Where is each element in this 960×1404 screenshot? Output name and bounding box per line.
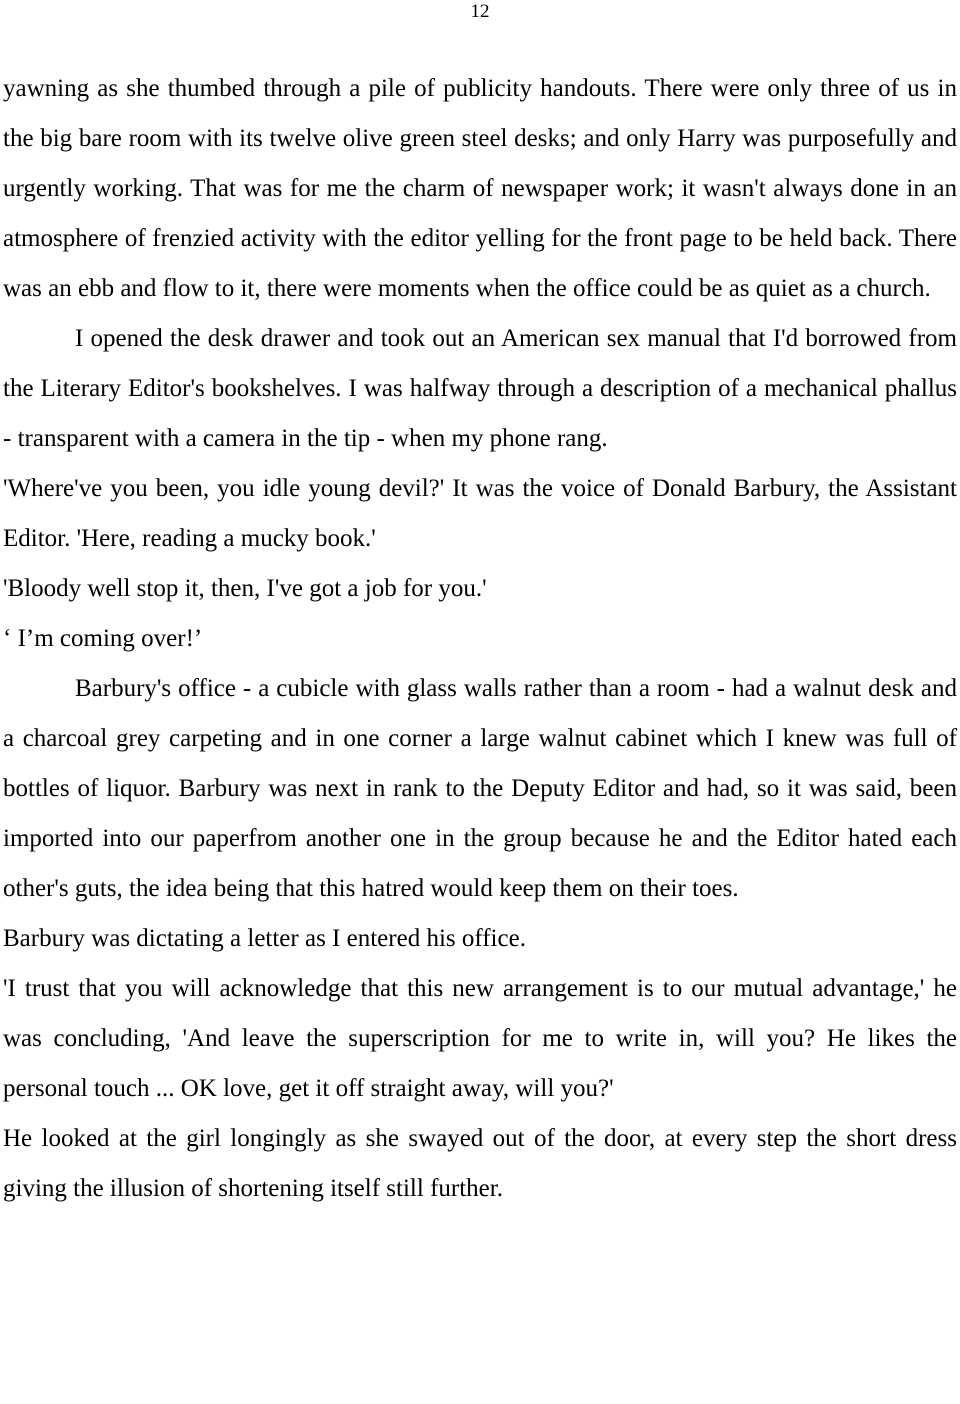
paragraph-8: 'I trust that you will acknowledge that this new arrangement is to our mutual advantage,' he was concluding, 'And leave the superscription for me to write in, will you? He likes the personal touch ... OK love, get it off straight away, will you?' [3, 975, 957, 1102]
page-body [3, 64, 957, 1214]
page-number: 12 [470, 1, 490, 22]
paragraph-6: Barbury's office - a cubicle with glass walls rather than a room - had a walnut desk and a charcoal grey carpeting and in one corner a large walnut cabinet which I knew was full of bottles of liquor. Barbury was next in rank to the Deputy Editor and had, so it was said, been imported into our paperfrom another one in the group because he and the Editor hated each other's guts, the idea being that this hatred would keep them on their toes. [3, 675, 957, 902]
paragraph-3: 'Where've you been, you idle young devil?' It was the voice of Donald Barbury, the Assistant Editor. 'Here, reading a mucky book.' [3, 475, 957, 552]
paragraph-4: 'Bloody well stop it, then, I've got a job for you.' [3, 575, 487, 602]
paragraph-9: He looked at the girl longingly as she swayed out of the door, at every step the short dress giving the illusion of shortening itself still further. [3, 1125, 957, 1202]
paragraph-7: Barbury was dictating a letter as I entered his office. [3, 925, 526, 952]
paragraph-1: yawning as she thumbed through a pile of publicity handouts. There were only three of us in the big bare room with its twelve olive green steel desks; and only Harry was purposefully and urgently working. That was for me the charm of newspaper work; it wasn't always done in an atmosphere of frenzied activity with the editor yelling for the front page to be held back. There was an ebb and flow to it, there were moments when the office could be as quiet as a church. [3, 75, 957, 302]
paragraph-5: ‘ I’m coming over!’ [3, 625, 203, 652]
paragraph-2: I opened the desk drawer and took out an American sex manual that I'd borrowed from the Literary Editor's bookshelves. I was halfway through a description of a mechanical phallus - transparent with a camera in the tip - when my phone rang. [3, 325, 957, 452]
